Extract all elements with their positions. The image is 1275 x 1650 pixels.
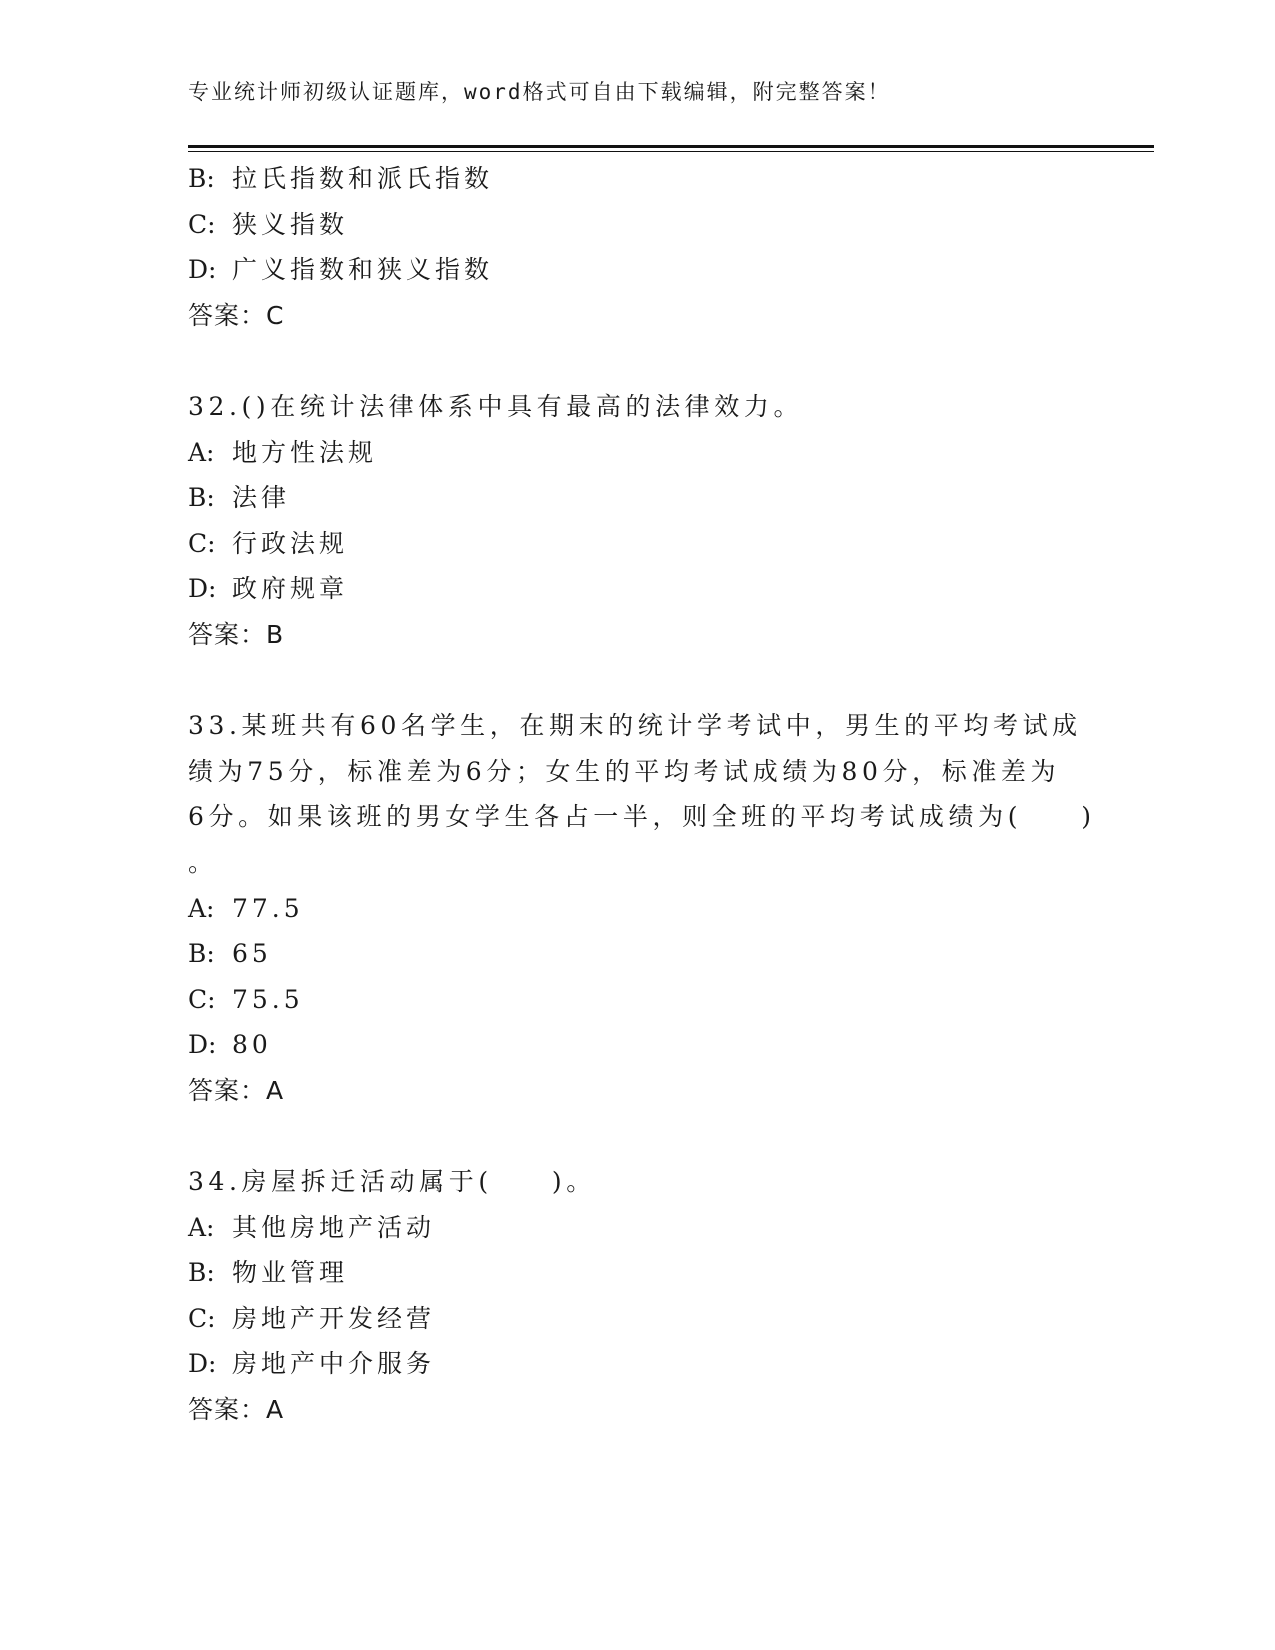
option-c [188,977,1088,1023]
option-b [188,931,1088,977]
option-text: 77.5 [232,893,304,923]
option-b [188,475,1088,521]
option-text: 广义指数和狭义指数 [232,255,494,285]
option-c [188,1296,1088,1342]
option-d [188,566,1088,612]
option-text: 拉氏指数和派氏指数 [232,164,494,193]
option-letter: B: [188,1258,215,1288]
question-stem: 34.房屋拆迁活动属于( )。 [188,1167,596,1197]
option-letter: D: [188,1349,217,1379]
question-stem: 。 [188,847,218,877]
option-a [188,1205,1088,1251]
question-stem: 33.某班共有60名学生，在期末的统计学考试中，男生的平均考试成 [188,711,1082,741]
question-content [188,156,1096,1433]
option-text: 其他房地产活动 [232,1212,436,1242]
option-letter: A: [188,893,215,923]
question-31-continuation [188,156,1088,338]
option-text: 80 [232,1030,272,1060]
header-rule-thin [188,151,1154,152]
option-b [188,156,1088,202]
question-stem: 绩为75分，标准差为6分；女生的平均考试成绩为80分，标准差为 [188,756,1061,786]
option-b [188,1250,1088,1296]
question-stem: 32.()在统计法律体系中具有最高的法律效力。 [188,391,804,421]
spacer [188,338,1088,384]
option-letter: B: [188,939,215,969]
answer-line: 答案：C [188,300,285,330]
answer-line: 答案：B [188,619,285,649]
option-letter: C: [188,528,216,558]
option-letter: D: [188,255,217,285]
option-text: 房地产中介服务 [232,1349,436,1379]
option-letter: C: [188,984,216,1014]
answer-line: 答案：A [188,1395,285,1425]
option-a [188,430,1088,476]
option-text: 物业管理 [232,1258,349,1288]
page-header: 专业统计师初级认证题库，word格式可自由下载编辑，附完整答案！ [188,80,891,104]
spacer [188,658,1088,704]
option-letter: C: [188,1303,216,1333]
option-text: 政府规章 [232,574,349,604]
option-d [188,247,1088,293]
option-letter: D: [188,574,217,604]
question-stem: 6分。如果该班的男女学生各占一半，则全班的平均考试成绩为( ) [188,802,1096,832]
option-a [188,886,1088,932]
option-text: 75.5 [232,984,304,1014]
option-c [188,202,1088,248]
option-text: 地方性法规 [232,437,378,467]
option-text: 房地产开发经营 [232,1303,436,1333]
question-32 [188,384,1088,658]
question-33 [188,703,1096,1113]
option-letter: A: [188,1212,215,1242]
option-letter: B: [188,164,215,193]
spacer [188,1113,1088,1159]
option-text: 法律 [232,483,291,513]
option-text: 行政法规 [232,528,349,558]
header-rule-thick [188,145,1154,148]
option-letter: C: [188,209,216,239]
option-c [188,521,1088,567]
option-text: 狭义指数 [232,209,349,239]
option-d [188,1022,1088,1068]
question-34 [188,1159,1088,1433]
option-d [188,1341,1088,1387]
option-letter: D: [188,1030,217,1060]
option-letter: A: [188,437,215,467]
option-text: 65 [232,939,272,969]
answer-line: 答案：A [188,1075,285,1105]
option-letter: B: [188,483,215,513]
